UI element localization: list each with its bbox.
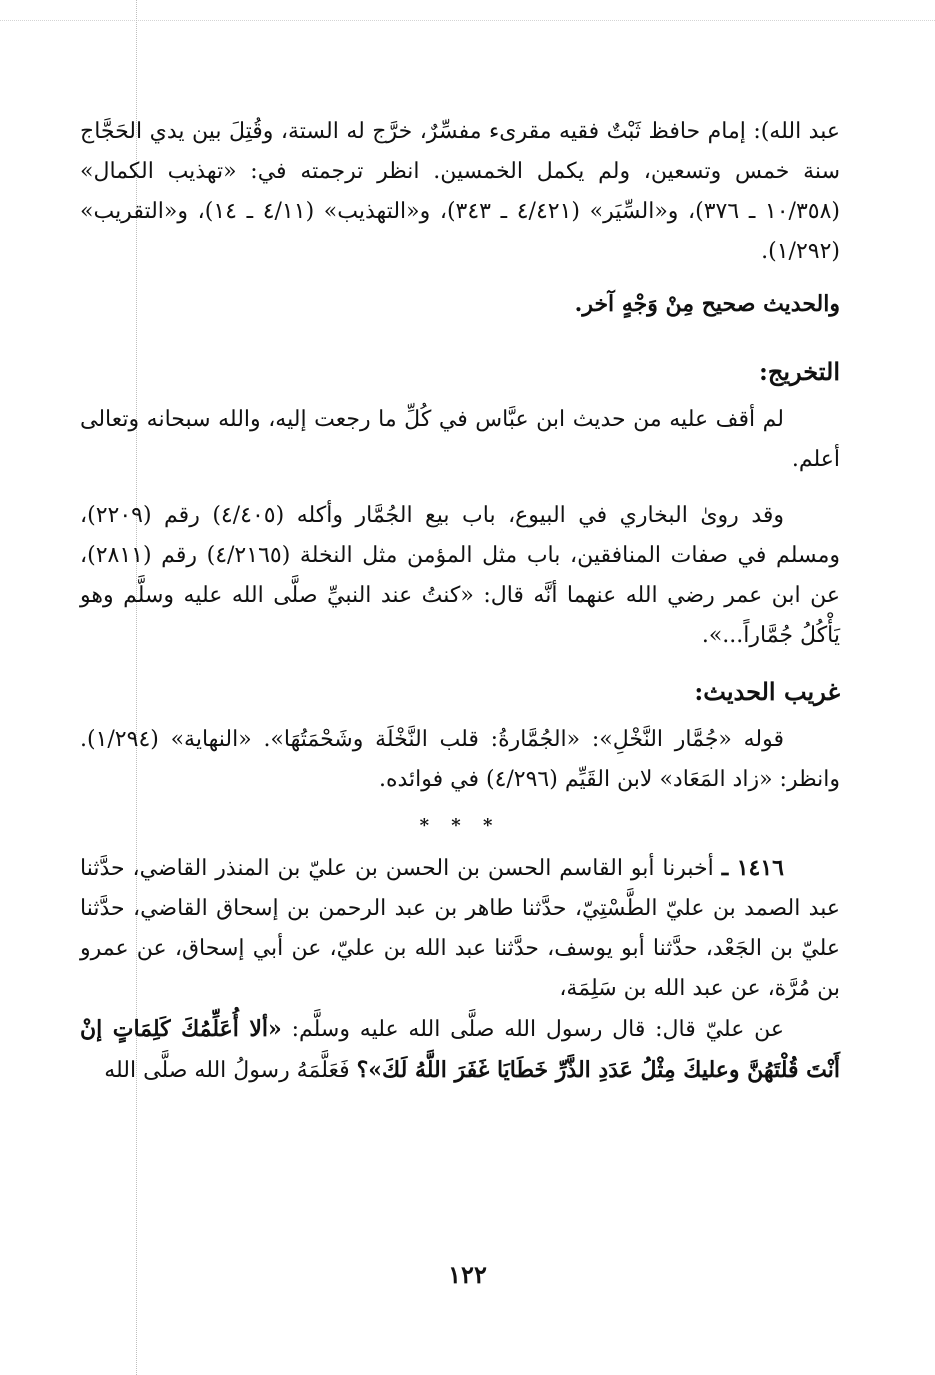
takhrij-heading: التخريج:	[759, 357, 840, 386]
page-number: ١٢٢	[448, 1260, 487, 1289]
matn-intro: عن عليّ قال: قال رسول الله صلَّى الله عليه وسلَّم:	[291, 1017, 784, 1042]
biography-footnote: عبد الله): إمام حافظ ثَبْتٌ فقيه مقرىء مفسِّرٌ، خرَّج له الستة، وقُتِلَ بين يدي الحَجَّاج سنة خمس وتسعين، ولم يكمل الخمسين. انظر ترجمته في: «تهذيب الكمال» (١٠/٣٥٨ ـ ٣٧٦)، و«السِّيَر» (٤/٤٢١ ـ ٣٤٣)، و«التهذيب» (٤/١١ ـ ١٤)، و«التقريب» (١/٢٩٢).	[80, 119, 841, 264]
hadith-matn	[80, 1009, 840, 1091]
hadith-isnad	[80, 848, 840, 1009]
page-body	[80, 112, 840, 1091]
gharib-paragraph: قوله «جُمَّار النَّخْلِ»: «الجُمَّارةُ: قلب النَّخْلَة وشَحْمَتُهَا». «النهاية» (١/٢٩٤). وانظر: «زاد المَعَاد» لابن القَيِّم (٤/٢٩٦) في فوائده.	[80, 727, 840, 792]
gharib-heading: غريب الحديث:	[694, 677, 840, 706]
section-separator: * * *	[419, 815, 501, 836]
scan-edge-top	[0, 20, 935, 21]
takhrij-paragraph-2: وقد روىٰ البخاري في البيوع، باب بيع الجُمَّار وأكله (٤/٤٠٥) رقم (٢٢٠٩)، ومسلم في صفات المنافقين، باب مثل المؤمن مثل النخلة (٤/٢١٦٥) رقم (٢٨١١)، عن ابن عمر رضي الله عنهما أنَّه قال: «كنتُ عند النبيِّ صلَّى الله عليه وسلَّم وهو يَأْكُلُ جُمَّاراً...».	[80, 503, 841, 648]
takhrij-paragraph-1: لم أقف عليه من حديث ابن عبَّاس في كُلِّ ما رجعت إليه، والله سبحانه وتعالى أعلم.	[80, 407, 840, 472]
hadith-number: ١٤١٦ ـ	[721, 855, 784, 881]
isnad-text: أخبرنا أبو القاسم الحسن بن الحسن بن عليّ بن المنذر القاضي، حدَّثنا عبد الصمد بن عليّ الطَّسْتِيّ، حدَّثنا طاهر بن عبد الرحمن بن إسحاق القاضي، حدَّثنا عليّ بن الجَعْد، حدَّثنا أبو يوسف، حدَّثنا عبد الله بن عليّ، عن أبي إسحاق، عن عمرو بن مُرَّة، عن عبد الله بن سَلِمَة،	[80, 856, 840, 1001]
matn-quote: «ألا أُعَلِّمُكَ كَلِمَاتٍ إنْ أَنْتَ قُلْتَهُنَّ وعليكَ مِثْلُ عَدَدِ الذَّرِّ خَطَايَا غَفَرَ اللَّهُ لَكَ»؟	[80, 1016, 840, 1083]
matn-continuation: فَعَلَّمَهُ رسولُ الله صلَّى الله	[104, 1058, 350, 1083]
hadith-verdict: والحديث صحيح مِنْ وَجْهٍ آخر.	[574, 291, 840, 317]
